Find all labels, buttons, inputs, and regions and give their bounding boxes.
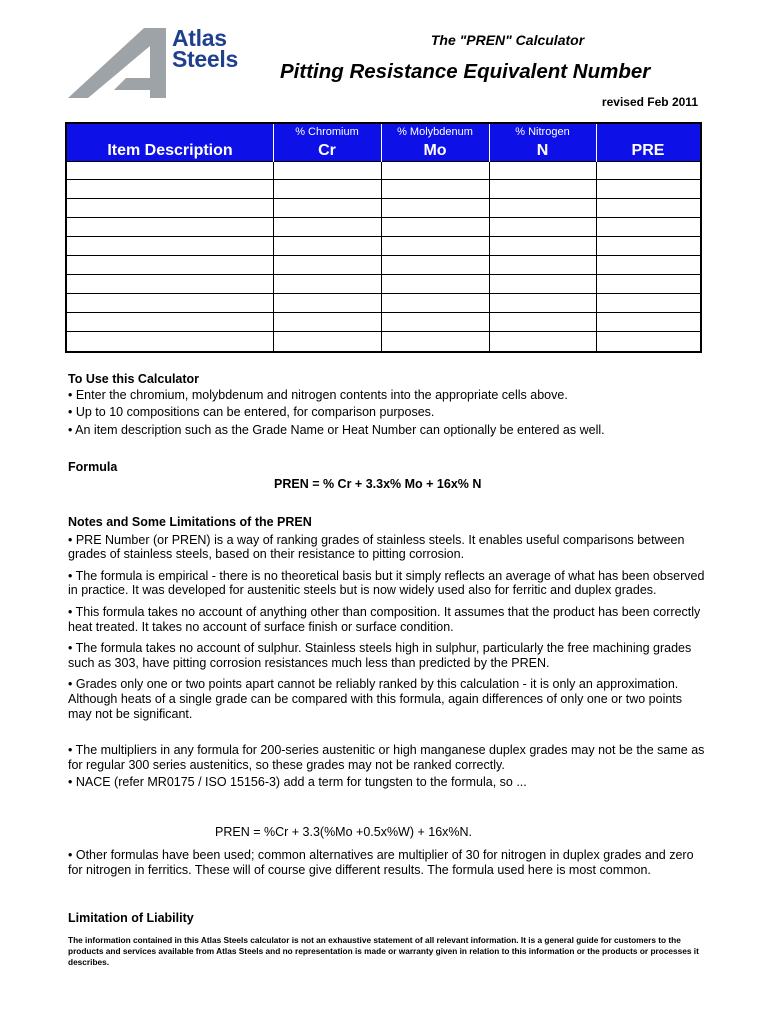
- formula-heading: [68, 460, 708, 475]
- header-divider: [596, 124, 597, 162]
- column-divider: [596, 162, 597, 351]
- column-mo: Mo: [423, 142, 447, 159]
- table-row[interactable]: [67, 332, 700, 351]
- liability-text: The information contained in this Atlas Steels calculator is not an exhaustive statement of all relevant information. It is a general guide for customers to the products and services available from Atlas Steels and no representation is made or warranty given in relation to this information or the products or processes it describes.: [68, 935, 699, 967]
- column-divider: [273, 162, 274, 351]
- note-paragraph: • NACE (refer MR0175 / ISO 15156-3) add a term for tungsten to the formula, so ...: [68, 775, 527, 790]
- note-paragraph: • Grades only one or two points apart cannot be reliably ranked by this calculation - it is only an approximation. Although heats of a single grade can be compared with this formula, again differences of only one or two points may not be significant.: [68, 677, 683, 721]
- note-paragraph: • Other formulas have been used; common alternatives are multiplier of 30 for nitrogen in duplex grades and zero for nitrogen in ferritics. These will of course give different results. The formula used here is most common.: [68, 848, 694, 877]
- subheader-nitrogen: % Nitrogen: [515, 126, 570, 138]
- table-row[interactable]: [67, 199, 700, 218]
- column-divider: [381, 162, 382, 351]
- calculator-title: The "PREN" Calculator: [430, 32, 585, 48]
- table-row[interactable]: [67, 237, 700, 256]
- usage-bullet: • Up to 10 compositions can be entered, for comparison purposes.: [68, 405, 435, 420]
- note-paragraph: • The multipliers in any formula for 200-series austenitic or high manganese duplex grades may not be the same as for regular 300 series austenitics, so these grades may not be ranked correctly.: [68, 743, 705, 772]
- table-row[interactable]: [67, 275, 700, 294]
- pren-calculator-table: [65, 122, 702, 353]
- usage-bullet: • Enter the chromium, molybdenum and nitrogen contents into the appropriate cells above.: [68, 387, 568, 402]
- liability-heading: [68, 911, 708, 926]
- logo-wordmark: [172, 25, 238, 72]
- table-row[interactable]: [67, 180, 700, 199]
- column-cr: Cr: [318, 142, 336, 159]
- nace-formula: PREN = %Cr + 3.3(%Mo +0.5x%W) + 16x%N.: [215, 825, 473, 839]
- table-row[interactable]: [67, 294, 700, 313]
- usage-heading: To Use this Calculator: [68, 372, 200, 386]
- page-title: Pitting Resistance Equivalent Number: [280, 60, 651, 83]
- usage-section: [68, 372, 708, 437]
- subheader-chromium: % Chromium: [295, 126, 359, 138]
- table-row[interactable]: [67, 218, 700, 237]
- notes-section: [68, 515, 708, 790]
- note-paragraph: • The formula is empirical - there is no theoretical basis but it simply reflects an average of what has been observed in practice. It was developed for austenitic steels but is now widely used also for ferritic and duplex grades.: [68, 568, 705, 598]
- column-divider: [489, 162, 490, 351]
- formula-heading-text: Formula: [68, 460, 118, 474]
- logo-word-steels: Steels: [172, 46, 238, 72]
- column-item-description: Item Description: [107, 142, 233, 159]
- liability-heading-text: Limitation of Liability: [68, 911, 194, 925]
- revision-date: revised Feb 2011: [601, 95, 698, 109]
- note-paragraph: • This formula takes no account of anything other than composition. It assumes that the product has been correctly heat treated. It takes no account of surface finish or surface condition.: [68, 604, 701, 634]
- subheader-molybdenum: % Molybdenum: [397, 126, 473, 138]
- header-divider: [381, 124, 382, 162]
- table-row[interactable]: [67, 161, 700, 180]
- header-divider: [273, 124, 274, 162]
- pren-formula: PREN = % Cr + 3.3x% Mo + 16x% N: [274, 477, 482, 491]
- column-n: N: [536, 142, 549, 159]
- table-row[interactable]: [67, 256, 700, 275]
- notes-section-continued: [68, 848, 708, 877]
- header-divider: [489, 124, 490, 162]
- usage-bullet: • An item description such as the Grade Name or Heat Number can optionally be entered as well.: [68, 422, 605, 437]
- notes-heading: Notes and Some Limitations of the PREN: [68, 515, 312, 529]
- note-paragraph: • PRE Number (or PREN) is a way of ranking grades of stainless steels. It enables useful comparisons between grades of stainless steels, based on their resistance to pitting corrosion.: [68, 532, 685, 562]
- logo-word-atlas: Atlas: [172, 25, 227, 51]
- table-row[interactable]: [67, 313, 700, 332]
- note-paragraph: • The formula takes no account of sulphur. Stainless steels high in sulphur, particularly the free machining grades such as 303, have pitting corrosion resistances much less than predicted by the PREN.: [68, 641, 692, 670]
- column-pre: PRE: [631, 142, 665, 159]
